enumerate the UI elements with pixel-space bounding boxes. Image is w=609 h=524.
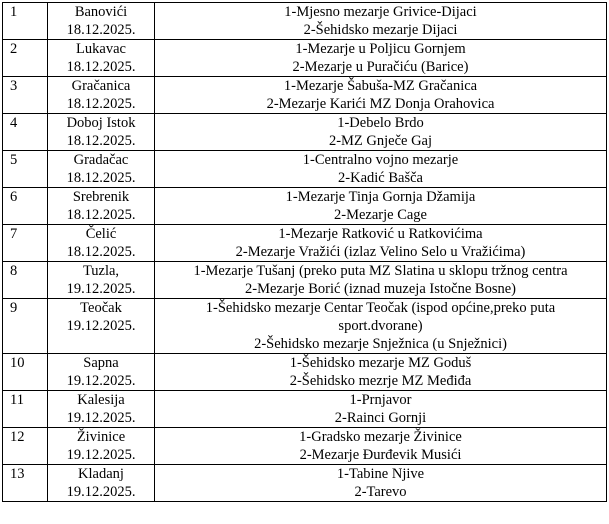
cemetery-entry: 1-Tabine Njive bbox=[336, 466, 425, 482]
cemetery-list-cell bbox=[155, 77, 607, 114]
location-cell bbox=[48, 354, 155, 391]
municipality-name: Doboj Istok bbox=[66, 115, 136, 131]
row-number: 3 bbox=[3, 77, 48, 114]
table-row bbox=[3, 299, 607, 354]
cemetery-entry: 1-Mjesno mezarje Grivice-Dijaci bbox=[284, 4, 477, 20]
cemetery-entry: 1-Mezarje Šabuša-MZ Gračanica bbox=[283, 78, 478, 94]
location-cell bbox=[48, 465, 155, 502]
visit-date: 19.12.2025. bbox=[66, 373, 136, 389]
cemetery-list-cell bbox=[155, 428, 607, 465]
location-cell bbox=[48, 77, 155, 114]
municipality-name: Lukavac bbox=[76, 41, 126, 57]
location-cell bbox=[48, 3, 155, 40]
municipality-name: Gračanica bbox=[71, 78, 131, 94]
cemetery-entry: 2-Šehidsko mezarje Snježnica (u Snježnici) bbox=[254, 336, 507, 352]
cemetery-entry: 1-Gradsko mezarje Živinice bbox=[299, 429, 462, 445]
visit-date: 18.12.2025. bbox=[66, 244, 136, 260]
cemetery-entry: 1-Mezarje Tušanj (preko puta MZ Slatina u sklopu tržnog centra bbox=[193, 263, 568, 279]
cemetery-entry: 2-Mezarje Cage bbox=[334, 207, 427, 223]
cemetery-entry: 1-Mezarje Tinja Gornja Džamija bbox=[285, 189, 476, 205]
cemetery-list-cell bbox=[155, 299, 607, 354]
cemetery-list-cell bbox=[155, 391, 607, 428]
cemetery-entry: 2-Mezarje Vražići (izlaz Velino Selo u Vražićima) bbox=[235, 244, 526, 260]
cemetery-entry: 2-Rainci Gornji bbox=[334, 410, 427, 426]
row-number: 6 bbox=[3, 188, 48, 225]
visit-date: 18.12.2025. bbox=[66, 96, 136, 112]
cemetery-list-cell bbox=[155, 3, 607, 40]
location-cell bbox=[48, 225, 155, 262]
table-row bbox=[3, 3, 607, 40]
municipality-name: Kalesija bbox=[77, 392, 125, 408]
row-number: 11 bbox=[3, 391, 48, 428]
cemetery-list-cell bbox=[155, 225, 607, 262]
cemetery-list-cell bbox=[155, 354, 607, 391]
cemetery-entry: 1-Centralno vojno mezarje bbox=[302, 152, 459, 168]
row-number: 1 bbox=[3, 3, 48, 40]
cemetery-entry: 1-Prnjavor bbox=[349, 392, 412, 408]
row-number: 10 bbox=[3, 354, 48, 391]
visit-date: 19.12.2025. bbox=[66, 318, 136, 334]
cemetery-entry: 2-Mezarje u Puračiću (Barice) bbox=[292, 59, 469, 75]
visit-date: 18.12.2025. bbox=[66, 170, 136, 186]
row-number: 13 bbox=[3, 465, 48, 502]
visit-date: 19.12.2025. bbox=[66, 281, 136, 297]
location-cell bbox=[48, 40, 155, 77]
visit-date: 18.12.2025. bbox=[66, 207, 136, 223]
schedule-table bbox=[2, 2, 607, 502]
cemetery-entry: 2-Mezarje Karići MZ Donja Orahovica bbox=[266, 96, 495, 112]
municipality-name: Gradačac bbox=[73, 152, 129, 168]
table-row bbox=[3, 391, 607, 428]
table-row bbox=[3, 465, 607, 502]
location-cell bbox=[48, 299, 155, 354]
municipality-name: Srebrenik bbox=[72, 189, 130, 205]
row-number: 8 bbox=[3, 262, 48, 299]
location-cell bbox=[48, 188, 155, 225]
cemetery-list-cell bbox=[155, 188, 607, 225]
cemetery-entry: 2-MZ Gnječe Gaj bbox=[328, 133, 433, 149]
cemetery-entry: 2-Šehidsko mezrje MZ Međiđa bbox=[289, 373, 472, 389]
visit-date: 18.12.2025. bbox=[66, 59, 136, 75]
cemetery-list-cell bbox=[155, 40, 607, 77]
schedule-table-body bbox=[3, 3, 607, 502]
location-cell bbox=[48, 262, 155, 299]
municipality-name: Banovići bbox=[74, 4, 128, 20]
cemetery-entry: 1-Šehidsko mezarje MZ Goduš bbox=[289, 355, 472, 371]
cemetery-entry: 1-Šehidsko mezarje Centar Teočak (ispod općine,preko puta sport.dvorane) bbox=[205, 300, 556, 334]
municipality-name: Teočak bbox=[80, 300, 122, 316]
cemetery-entry: 2-Mezarje Borić (iznad muzeja Istočne Bosne) bbox=[245, 281, 516, 297]
location-cell bbox=[48, 428, 155, 465]
visit-date: 19.12.2025. bbox=[66, 410, 136, 426]
row-number: 9 bbox=[3, 299, 48, 354]
municipality-name: Tuzla, bbox=[82, 263, 120, 279]
cemetery-entry: 1-Debelo Brdo bbox=[337, 115, 424, 131]
visit-date: 19.12.2025. bbox=[66, 447, 136, 463]
table-row bbox=[3, 77, 607, 114]
cemetery-list-cell bbox=[155, 262, 607, 299]
location-cell bbox=[48, 114, 155, 151]
visit-date: 18.12.2025. bbox=[66, 133, 136, 149]
cemetery-entry: 2-Tarevo bbox=[354, 484, 407, 500]
cemetery-list-cell bbox=[155, 151, 607, 188]
table-row bbox=[3, 114, 607, 151]
location-cell bbox=[48, 151, 155, 188]
cemetery-list-cell bbox=[155, 114, 607, 151]
cemetery-list-cell bbox=[155, 465, 607, 502]
table-row bbox=[3, 40, 607, 77]
cemetery-entry: 2-Šehidsko mezarje Dijaci bbox=[303, 22, 458, 38]
cemetery-entry: 2-Mezarje Đurđevik Musići bbox=[299, 447, 462, 463]
municipality-name: Kladanj bbox=[78, 466, 124, 482]
cemetery-entry: 2-Kadić Bašča bbox=[338, 170, 423, 186]
row-number: 12 bbox=[3, 428, 48, 465]
row-number: 5 bbox=[3, 151, 48, 188]
municipality-name: Sapna bbox=[83, 355, 119, 371]
visit-date: 19.12.2025. bbox=[66, 484, 136, 500]
municipality-name: Živinice bbox=[76, 429, 126, 445]
table-row bbox=[3, 188, 607, 225]
row-number: 4 bbox=[3, 114, 48, 151]
municipality-name: Čelić bbox=[85, 226, 117, 242]
visit-date: 18.12.2025. bbox=[66, 22, 136, 38]
table-row bbox=[3, 262, 607, 299]
table-row bbox=[3, 428, 607, 465]
cemetery-entry: 1-Mezarje u Poljicu Gornjem bbox=[295, 41, 466, 57]
table-row bbox=[3, 151, 607, 188]
row-number: 2 bbox=[3, 40, 48, 77]
location-cell bbox=[48, 391, 155, 428]
table-row bbox=[3, 354, 607, 391]
table-row bbox=[3, 225, 607, 262]
row-number: 7 bbox=[3, 225, 48, 262]
cemetery-entry: 1-Mezarje Ratković u Ratkovićima bbox=[278, 226, 483, 242]
